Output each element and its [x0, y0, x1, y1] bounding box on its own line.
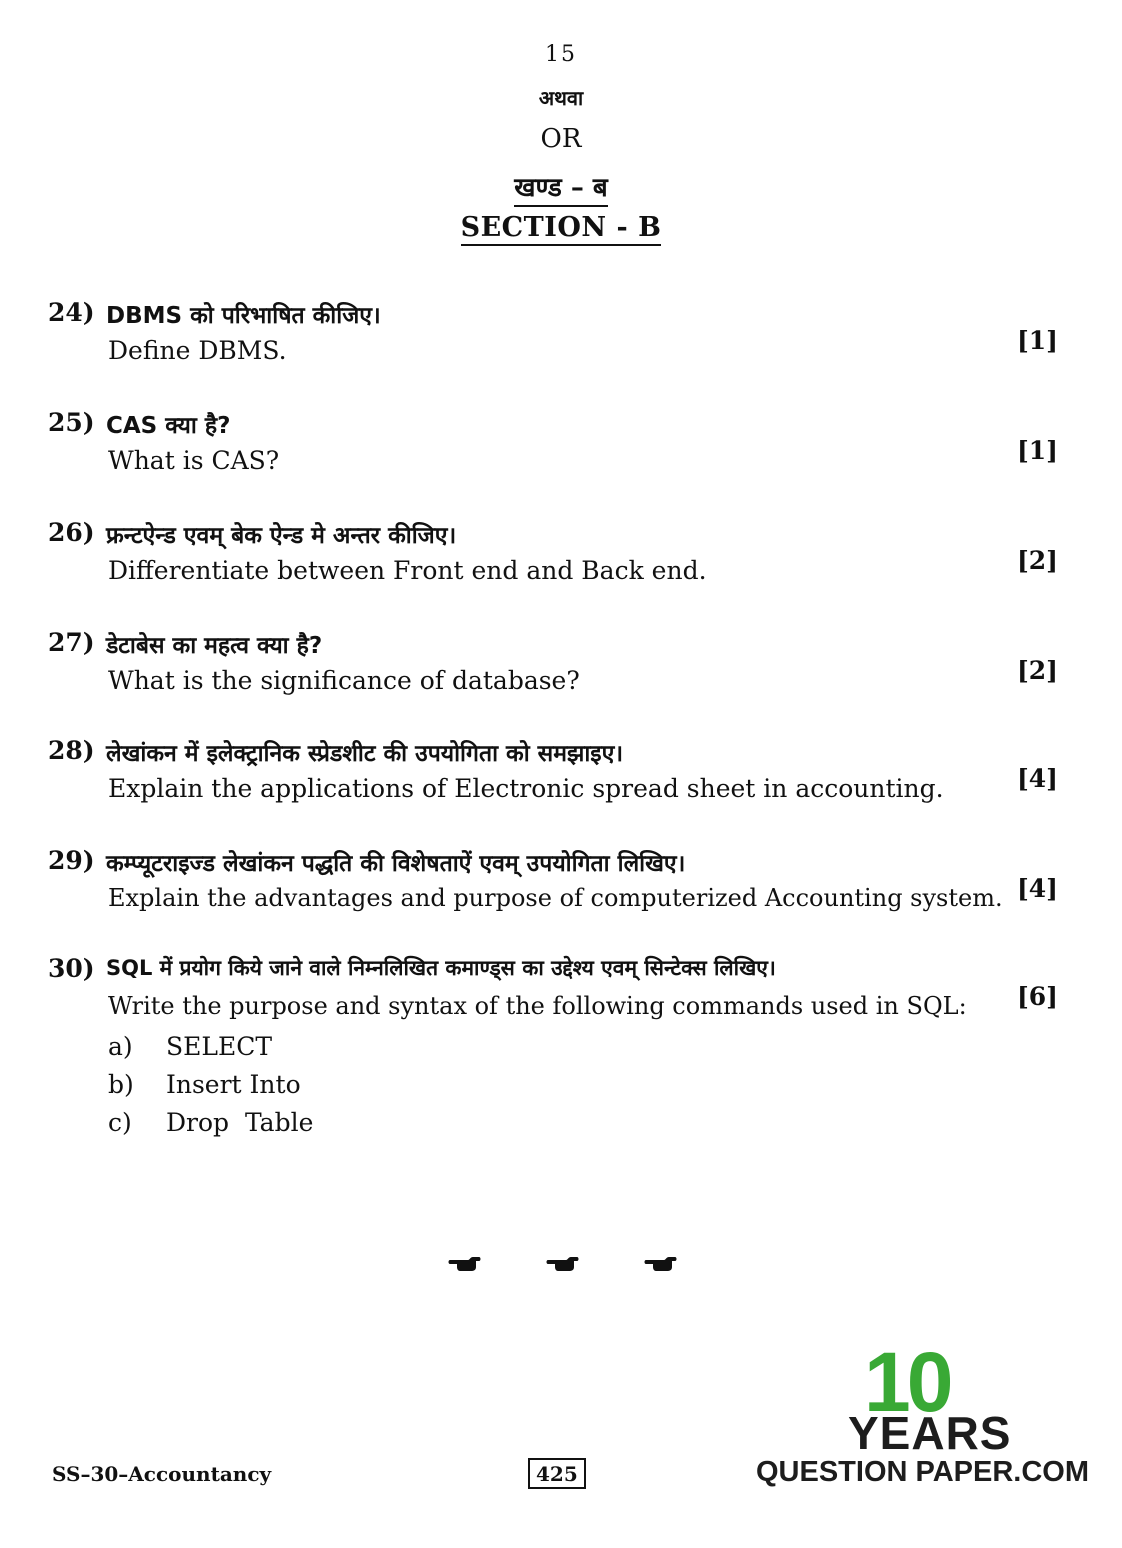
list-item [108, 1108, 313, 1146]
or-hindi: अथवा [538, 86, 584, 110]
list-item-label: b) [108, 1070, 134, 1099]
question-marks: [1] [1016, 436, 1058, 465]
question-number: 30) [48, 954, 95, 983]
question-marks: [1] [1016, 326, 1058, 355]
question-text-english: Explain the applications of Electronic spread sheet in accounting. [108, 774, 944, 803]
pointing-hand-icon [546, 1252, 580, 1274]
question-marks: [2] [1016, 656, 1058, 685]
logo-site-name: QUESTION PAPER.COM [756, 1456, 1089, 1488]
logo-years: YEARS [848, 1407, 1012, 1459]
question-marks: [4] [1016, 874, 1058, 903]
question-text-hindi: CAS क्या है? [106, 413, 231, 439]
question-text-hindi: फ्रन्टऐन्ड एवम् बेक ऐन्ड मे अन्तर कीजिए। [106, 523, 457, 549]
section-heading-hindi [0, 168, 1122, 204]
question-marks: [4] [1016, 764, 1058, 793]
end-of-paper-ornament [448, 1252, 678, 1274]
question-text-english: Differentiate between Front end and Back end. [108, 556, 707, 585]
list-item [108, 1070, 313, 1108]
or-english: OR [540, 124, 582, 154]
question-number: 25) [48, 408, 95, 437]
question-marks: [2] [1016, 546, 1058, 575]
list-item [108, 1032, 313, 1070]
question-text-english: Write the purpose and syntax of the following commands used in SQL: [108, 992, 967, 1020]
question-text-hindi: DBMS को परिभाषित कीजिए। [106, 303, 381, 329]
question-text-english: Define DBMS. [108, 336, 287, 365]
paper-code: SS–30–Accountancy [52, 1462, 272, 1486]
question-marks: [6] [1016, 982, 1058, 1011]
question-text-english: Explain the advantages and purpose of computerized Accounting system. [108, 884, 1003, 912]
section-english-text: SECTION - B [461, 212, 662, 246]
question-text-english: What is the significance of database? [108, 666, 580, 695]
question-text-hindi: कम्प्यूटराइज्ड लेखांकन पद्धति की विशेषताऐं एवम् उपयोगिता लिखिए। [106, 851, 686, 877]
pointing-hand-icon [644, 1252, 678, 1274]
question-text-hindi: SQL में प्रयोग किये जाने वाले निम्नलिखित कमाण्ड्स का उद्देश्य एवम् सिन्टेक्स लिखिए। [106, 956, 776, 980]
list-item-text: SELECT [166, 1032, 273, 1061]
logo-number: 10 [864, 1335, 950, 1429]
question-text-hindi: लेखांकन में इलेक्ट्रानिक स्प्रेडशीट की उपयोगिता को समझाइए। [106, 741, 624, 767]
section-hindi-text: खण्ड – ब [514, 173, 607, 207]
question-number: 27) [48, 628, 95, 657]
list-item-text: Insert Into [166, 1070, 301, 1099]
question-number: 28) [48, 736, 95, 765]
section-heading-english [0, 212, 1122, 243]
question-text-hindi: डेटाबेस का महत्व क्या है? [106, 633, 323, 659]
question-number: 26) [48, 518, 95, 547]
page-number: 15 [545, 42, 577, 67]
list-item-label: c) [108, 1108, 132, 1137]
question-text-english: What is CAS? [108, 446, 280, 475]
list-item-text: Drop Table [166, 1108, 314, 1137]
question-number: 29) [48, 846, 95, 875]
sql-command-list [108, 1032, 313, 1146]
pointing-hand-icon [448, 1252, 482, 1274]
list-item-label: a) [108, 1032, 133, 1061]
page-code-box: 425 [528, 1458, 586, 1489]
question-number: 24) [48, 298, 95, 327]
